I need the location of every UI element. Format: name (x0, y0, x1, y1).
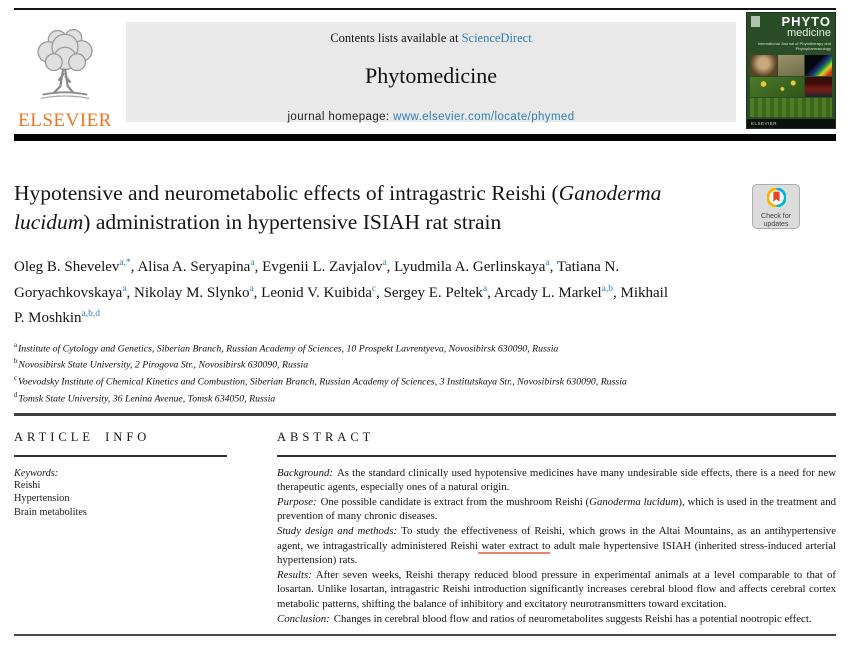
author-name: Oleg B. Shevelev$^{a,*}$ (14, 258, 131, 275)
cover-title-top: PHYTO (781, 14, 831, 29)
cover-emblem-icon (751, 16, 760, 27)
check-for-updates-label: Check for updates (761, 213, 791, 228)
title-text-post: ) administration in hypertensive ISIAH rat strain (83, 210, 502, 234)
check-for-updates-badge[interactable] (752, 184, 800, 229)
sciencedirect-link[interactable]: ScienceDirect (461, 31, 532, 45)
homepage-prefix: journal homepage: (287, 111, 394, 123)
abstract-section: Conclusion: Changes in cerebral blood flow and ratios of neurometabolites suggests Reishi has a potential nootropic effect. (277, 612, 812, 625)
article-info-heading: ARTICLE INFO (14, 429, 151, 444)
author-affiliation-sup: a,b,d (81, 309, 100, 319)
abstract-section: Purpose: One possible candidate is extract from the mushroom Reishi (Ganoderma lucidum), which is used in the treatment and prevention of many chronic diseases. (277, 495, 836, 523)
author-name: Tatiana N. Goryachkovskaya$^a$ (14, 259, 620, 301)
author-affiliation-sup: a (545, 258, 550, 268)
author-name: Arcady L. Markel$^{a,b}$ (493, 283, 614, 301)
cover-subtitle: International Journal of Phytotherapy and Phytopharmacology (757, 41, 831, 51)
abstract-column (277, 430, 836, 627)
elsevier-wordmark: ELSEVIER (18, 110, 112, 131)
author-name: Nikolay M. Slynko$^a$ (134, 283, 254, 301)
title-species-italic: Ganoderma lucidum (14, 181, 662, 234)
affiliation: $^c$Voevodsky Institute of Chemical Kinetics and Combustion, Siberian Branch, Russian Academy of Sciences, 3 Institutskaya Str., Novosibirsk 630090, Russia (14, 375, 627, 388)
author-name: Mikhail P. Moshkin$^{a,b,d}$ (14, 284, 669, 326)
journal-cover-thumbnail[interactable] (746, 12, 836, 129)
keyword: Reishi (14, 479, 41, 491)
article-title (14, 179, 714, 237)
author-name: Lyudmila A. Gerlinskaya$^a$ (394, 258, 550, 275)
red-underlined-text: water extract to (477, 539, 551, 552)
author-affiliation-sup: a (249, 283, 254, 294)
cover-photo-field (750, 98, 832, 117)
elsevier-tree-icon (27, 25, 103, 103)
affiliation-list (14, 339, 836, 406)
author-affiliation-sup: a,* (119, 258, 131, 268)
cover-photo-portrait (750, 55, 777, 76)
cover-photo-grid (747, 53, 835, 119)
abstract-section-label: Background: (277, 466, 333, 479)
abstract-section-label: Study design and methods: (277, 524, 398, 537)
contents-line (126, 31, 736, 46)
elsevier-logo[interactable] (14, 25, 116, 132)
bottom-divider (14, 634, 836, 636)
keywords-label: Keywords: (14, 467, 59, 479)
author-name: Evgenii L. Zavjalov$^a$ (262, 258, 387, 275)
abstract-section: Background: As the standard clinically used hypotensive medicines have many undesirable side effects, there is a need for new therapeutic agents, especially ones of a natural origin. (277, 466, 836, 494)
abstract-section-label: Conclusion: (277, 612, 330, 625)
cover-photo-plant (750, 77, 804, 98)
cover-photo-botanical-sketch (778, 55, 805, 76)
abstract-rule (277, 455, 836, 457)
contents-prefix: Contents lists available at (330, 31, 462, 45)
affiliation: $^a$Institute of Cytology and Genetics, Siberian Branch, Russian Academy of Sciences, 10 Prospekt Lavrentyeva, Novosibirsk 630090, Russia (14, 341, 559, 354)
journal-header (14, 10, 836, 132)
author-name: Sergey E. Peltek$^a$ (383, 283, 488, 301)
journal-name: Phytomedicine (365, 63, 497, 88)
cover-photo-3d-plot (805, 55, 832, 76)
author-affiliation-sup: a (250, 258, 255, 268)
author-affiliation-sup: a (122, 283, 127, 294)
author-list: Oleg B. Shevelev$^{a,*}$, Alisa A. Seryapina$^a$, Evgenii L. Zavjalov$^a$, Lyudmila A. Gerlinskaya$^a$, Tatiana N. Goryachkovskaya$^a$, Nikolay M. Slynko$^a$, Leonid V. Kuibida$^c$, Sergey E. Peltek$^a$, Arcady L. Markel$^{a,b}$, Mikhail P. Moshkin$^{a,b,d}$ (14, 258, 669, 326)
author-affiliation-sup: a (482, 283, 488, 294)
keyword: Hypertension (14, 493, 70, 505)
cover-footer: ELSEVIER (747, 119, 835, 128)
author-affiliation-sup: a,b (601, 283, 614, 294)
cover-masthead (747, 13, 835, 53)
keyword-list (14, 479, 227, 520)
author-affiliation-sup: a (382, 258, 387, 268)
article-info-rule (14, 455, 227, 457)
keyword: Brain metabolites (14, 506, 87, 518)
section-divider (14, 413, 836, 416)
title-text: Hypotensive and neurometabolic effects of intragastric Reishi ( (14, 181, 559, 205)
homepage-line (126, 111, 736, 123)
crossmark-icon (767, 188, 786, 207)
author-name: Alisa A. Seryapina$^a$ (137, 258, 255, 275)
article-info-column (14, 430, 227, 627)
abstract-section-label: Purpose: (277, 495, 317, 508)
journal-banner (126, 22, 736, 122)
header-thick-divider (14, 134, 836, 141)
abstract-section: Results: After seven weeks, Reishi therapy reduced blood pressure in experimental animals at a level comparable to that of losartan. Unlike losartan, intragastric Reishi introduction significantly increases cerebral blood flow and affects cerebral cortex metabolic patterns, shifting the balance of inhibitory and excitatory neurotransmitters toward excitation. (277, 568, 836, 610)
affiliation: $^b$Novosibirsk State University, 2 Pirogova Str., Novosibirsk 630090, Russia (14, 358, 309, 371)
author-affiliation-sup: c (371, 283, 377, 294)
abstract-section-label: Results: (277, 568, 312, 581)
abstract-heading: ABSTRACT (277, 429, 375, 444)
journal-homepage-link[interactable]: www.elsevier.com/locate/phymed (393, 111, 575, 123)
affiliation: $^d$Tomsk State University, 36 Lenina Avenue, Tomsk 634050, Russia (14, 391, 276, 405)
abstract-section: Study design and methods: To study the effectiveness of Reishi, which grows in the Altai Mountains, as an antihypertensive agent, we intragastrically administered Reishi water extract to adult male hypertensive ISIAH (inherited stress-induced arterial hypertension) rats. (277, 524, 837, 567)
abstract-body (277, 466, 836, 627)
author-name: Leonid V. Kuibida$^c$ (261, 283, 377, 301)
cover-photo-spectra (805, 77, 832, 98)
info-abstract-columns (14, 430, 836, 627)
cover-title-bottom: medicine (786, 27, 831, 39)
